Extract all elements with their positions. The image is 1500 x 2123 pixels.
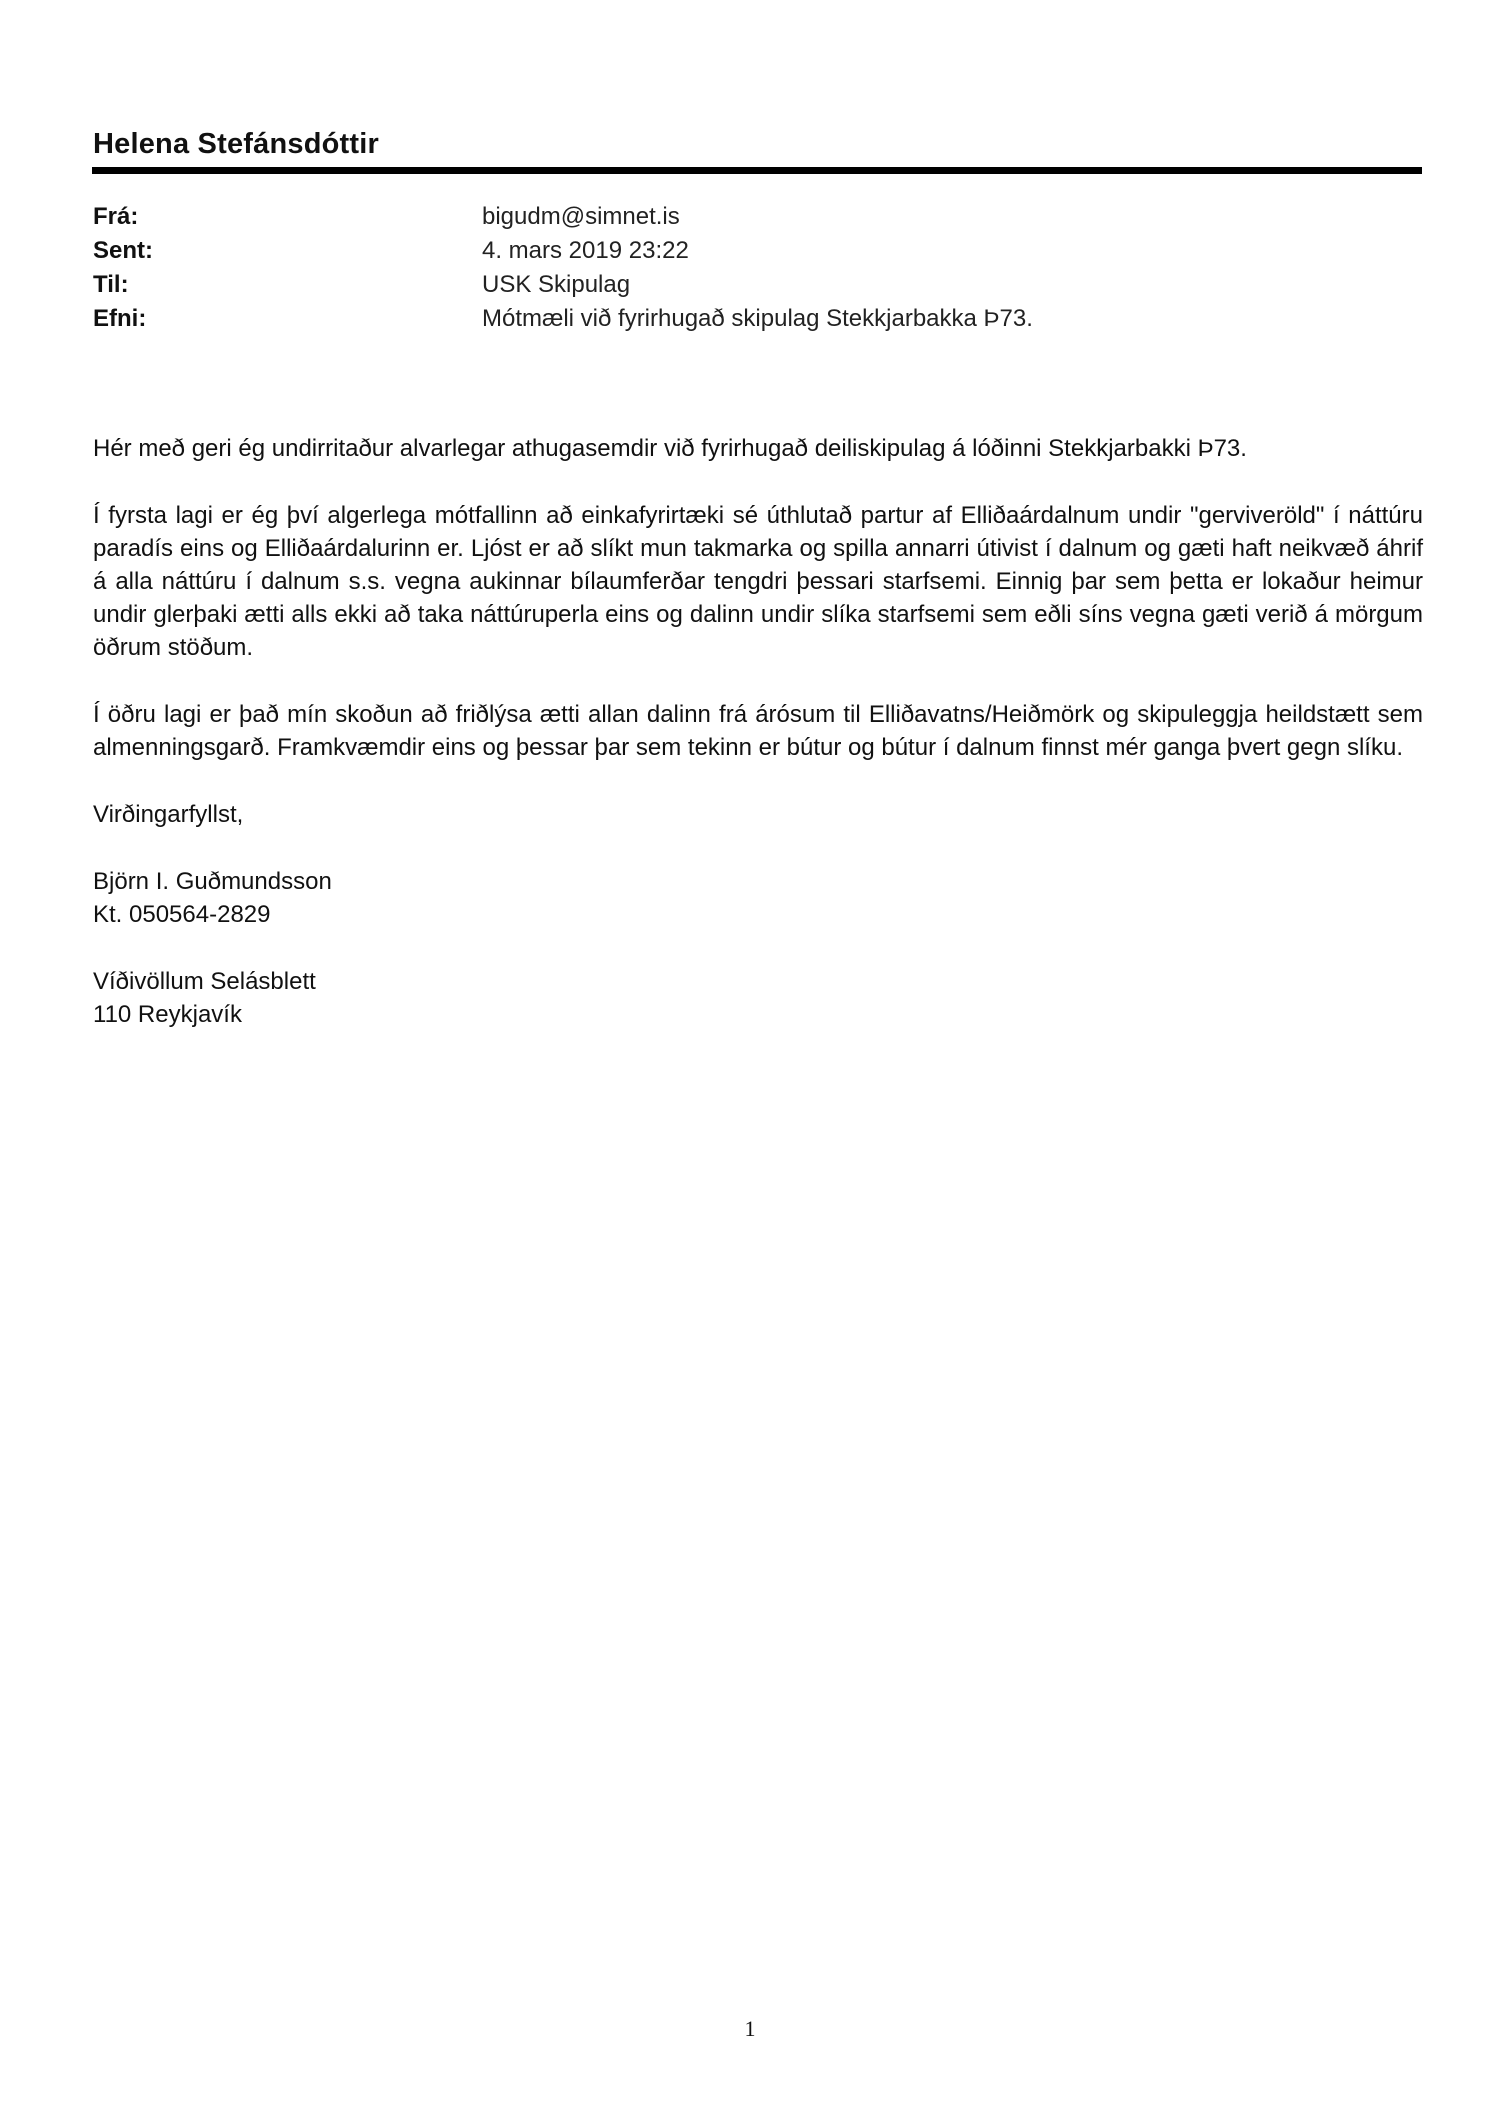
signature-block [93, 865, 1423, 931]
address-line-city: 110 Reykjavík [93, 1001, 242, 1028]
email-subject-row [93, 302, 1423, 336]
body-paragraph-first-objection: Í fyrsta lagi er ég því algerlega mótfallinn að einkafyrirtæki sé úthlutað partur af Elliðaárdalnum undir "gerviveröld" í náttúru paradís eins og Elliðaárdalurinn er. Ljóst er að slíkt mun takmarka og spilla annarri útivist í dalnum og gæti haft neikvæð áhrif á alla náttúru í dalnum s.s. vegna aukinnar bílaumferðar tengdri þessari starfsemi. Einnig þar sem þetta er lokaður heimur undir glerþaki ætti alls ekki að taka náttúruperla eins og dalinn undir slíka starfsemi sem eðli síns vegna gæti verið á mörgum öðrum stöðum. [93, 502, 1423, 661]
header-divider [92, 167, 1422, 174]
body-paragraph-second-objection: Í öðru lagi er það mín skoðun að friðlýsa ætti allan dalinn frá árósum til Elliðavatns/Heiðmörk og skipuleggja heildstætt sem almenningsgarð. Framkvæmdir eins og þessar þar sem tekinn er bútur og bútur í dalnum finnst mér ganga þvert gegn slíku. [93, 701, 1423, 761]
from-value: bigudm@simnet.is [482, 203, 680, 230]
subject-label: Efni: [93, 305, 147, 332]
closing-salutation: Virðingarfyllst, [93, 801, 244, 828]
email-body [93, 432, 1423, 1065]
subject-value: Mótmæli við fyrirhugað skipulag Stekkjarbakka Þ73. [482, 305, 1033, 332]
address-line-street: Víðivöllum Selásblett [93, 968, 316, 995]
page-number: 1 [744, 2016, 756, 2041]
mailbox-owner-name: Helena Stefánsdóttir [93, 128, 379, 160]
sent-value: 4. mars 2019 23:22 [482, 237, 689, 264]
sender-address [93, 965, 1423, 1031]
to-value: USK Skipulag [482, 271, 631, 298]
sent-label: Sent: [93, 237, 153, 264]
to-label: Til: [93, 271, 129, 298]
signature-id-number: Kt. 050564-2829 [93, 901, 271, 928]
signature-name: Björn I. Guðmundsson [93, 868, 332, 895]
email-sent-row [93, 234, 1423, 268]
email-from-row [93, 200, 1423, 234]
from-label: Frá: [93, 203, 139, 230]
email-to-row [93, 268, 1423, 302]
email-header-fields [93, 200, 1423, 336]
body-paragraph-intro: Hér með geri ég undirritaður alvarlegar athugasemdir við fyrirhugað deiliskipulag á lóðinni Stekkjarbakki Þ73. [93, 435, 1247, 462]
